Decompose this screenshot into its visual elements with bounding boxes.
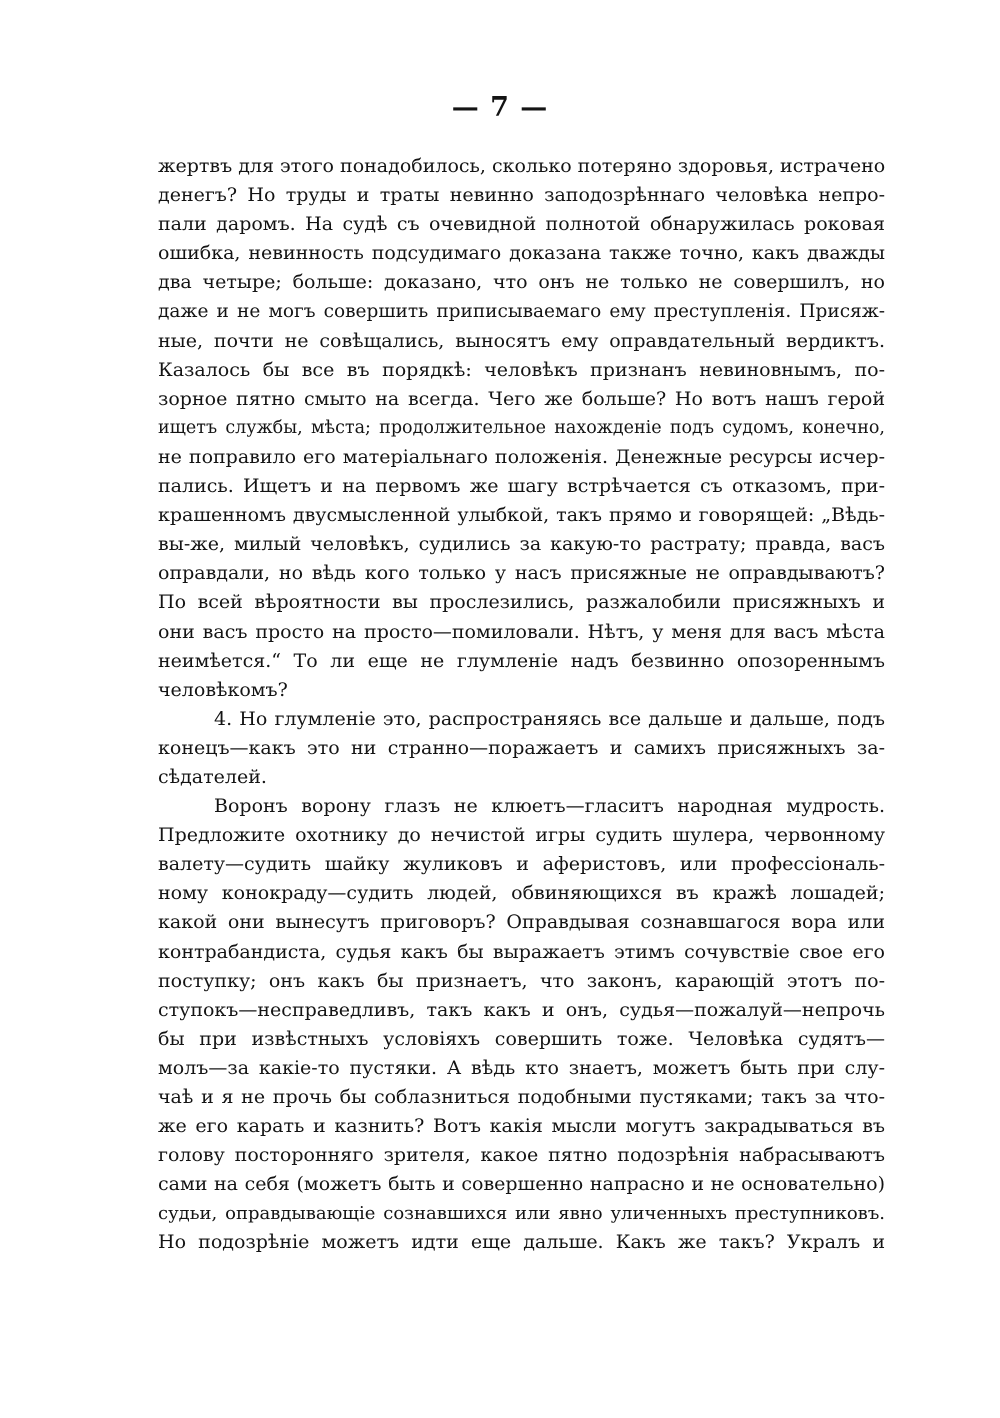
text-line: же его карать и казнить? Вотъ какія мысли могутъ закрадываться въ	[158, 1115, 885, 1138]
text-line: чаѣ и я не прочь бы соблазниться подобными пустяками; такъ за что-	[158, 1086, 885, 1108]
paragraph-first-line: 4. Но глумленіе это, распространяясь все дальше и дальше, подъ	[214, 707, 885, 730]
text-line: они васъ просто на просто—помиловали. Нѣтъ, у меня для васъ мѣста	[158, 620, 885, 643]
page-number: — 7 —	[451, 92, 549, 123]
text-line: конецъ—какъ это ни странно—поражаетъ и самихъ присяжныхъ за-	[158, 736, 885, 759]
text-line: ищетъ службы, мѣста; продолжительное нахожденіе подъ судомъ, конечно,	[158, 417, 885, 438]
text-line: контрабандиста, судья какъ бы выражаетъ этимъ сочувствіе свое его	[158, 940, 885, 963]
text-line: сами на себя (можетъ быть и совершенно напрасно и не основательно)	[158, 1173, 885, 1196]
text-line: вы-же, милый человѣкъ, судились за какую-то растрату; правда, васъ	[158, 533, 885, 556]
text-line: жертвъ для этого понадобилось, сколько потеряно здоровья, истрачено	[158, 155, 885, 177]
text-line: ошибка, невинность подсудимаго доказана также точно, какъ дважды	[158, 242, 885, 265]
text-line: два четыре; больше: доказано, что онъ не только не совершилъ, но	[158, 271, 885, 294]
text-line: денегъ? Но труды и траты невинно заподозрѣннаго человѣка непро-	[158, 184, 885, 207]
text-line: судьи, оправдывающіе сознавшихся или явно уличенныхъ преступниковъ.	[158, 1203, 885, 1225]
paragraph-first-line: Воронъ ворону глазъ не клюетъ—гласитъ народная мудрость.	[214, 795, 885, 818]
text-line: человѣкомъ?	[158, 678, 288, 701]
text-line: Казалось бы все въ порядкѣ: человѣкъ признанъ невиновнымъ, по-	[158, 358, 885, 381]
text-line: пались. Ищетъ и на первомъ же шагу встрѣчается съ отказомъ, при-	[158, 475, 885, 498]
text-line: зорное пятно смыто на всегда. Чего же больше? Но вотъ нашъ герой	[158, 387, 885, 410]
text-line: голову посторонняго зрителя, какое пятно подозрѣнія набрасываютъ	[158, 1144, 885, 1167]
text-line: Но подозрѣніе можетъ идти еще дальше. Какъ же такъ? Укралъ и	[158, 1231, 885, 1254]
text-line: ному конокраду—судить людей, обвиняющихся въ кражѣ лошадей;	[158, 882, 885, 905]
text-line: сѣдателей.	[158, 765, 267, 788]
text-line: неимѣется.“ То ли еще не глумленіе надъ безвинно опозореннымъ	[158, 649, 885, 672]
text-line: ные, почти не совѣщались, выносятъ ему оправдательный вердиктъ.	[158, 329, 885, 352]
text-line: ступокъ—несправедливъ, такъ какъ и онъ, судья—пожалуй—непрочь	[158, 998, 885, 1021]
text-line: не поправило его матеріальнаго положенія. Денежные ресурсы исчер-	[158, 445, 885, 468]
text-line: крашенномъ двусмысленной улыбкой, такъ прямо и говорящей: „Вѣдь-	[158, 504, 885, 527]
text-line: бы при извѣстныхъ условіяхъ совершить тоже. Человѣка судятъ—	[158, 1027, 885, 1050]
text-block	[158, 152, 885, 1258]
text-line: какой они вынесутъ приговоръ? Оправдывая сознавшагося вора или	[158, 911, 885, 934]
text-line: молъ—за какіе-то пустяки. А вѣдь кто знаетъ, можетъ быть при слу-	[158, 1056, 885, 1079]
text-line: оправдали, но вѣдь кого только у насъ присяжные не оправдываютъ?	[158, 562, 885, 585]
text-line: валету—судить шайку жуликовъ и аферистовъ, или профессіональ-	[158, 853, 885, 876]
text-line: пали даромъ. На судѣ съ очевидной полнотой обнаружилась роковая	[158, 213, 885, 236]
text-line: По всей вѣроятности вы прослезились, разжалобили присяжныхъ и	[158, 591, 885, 614]
text-line: даже и не могъ совершить приписываемаго ему преступленія. Присяж-	[158, 301, 885, 323]
text-line: поступку; онъ какъ бы признаетъ, что законъ, карающій этотъ по-	[158, 969, 885, 992]
text-line: Предложите охотнику до нечистой игры судить шулера, червонному	[158, 824, 885, 847]
